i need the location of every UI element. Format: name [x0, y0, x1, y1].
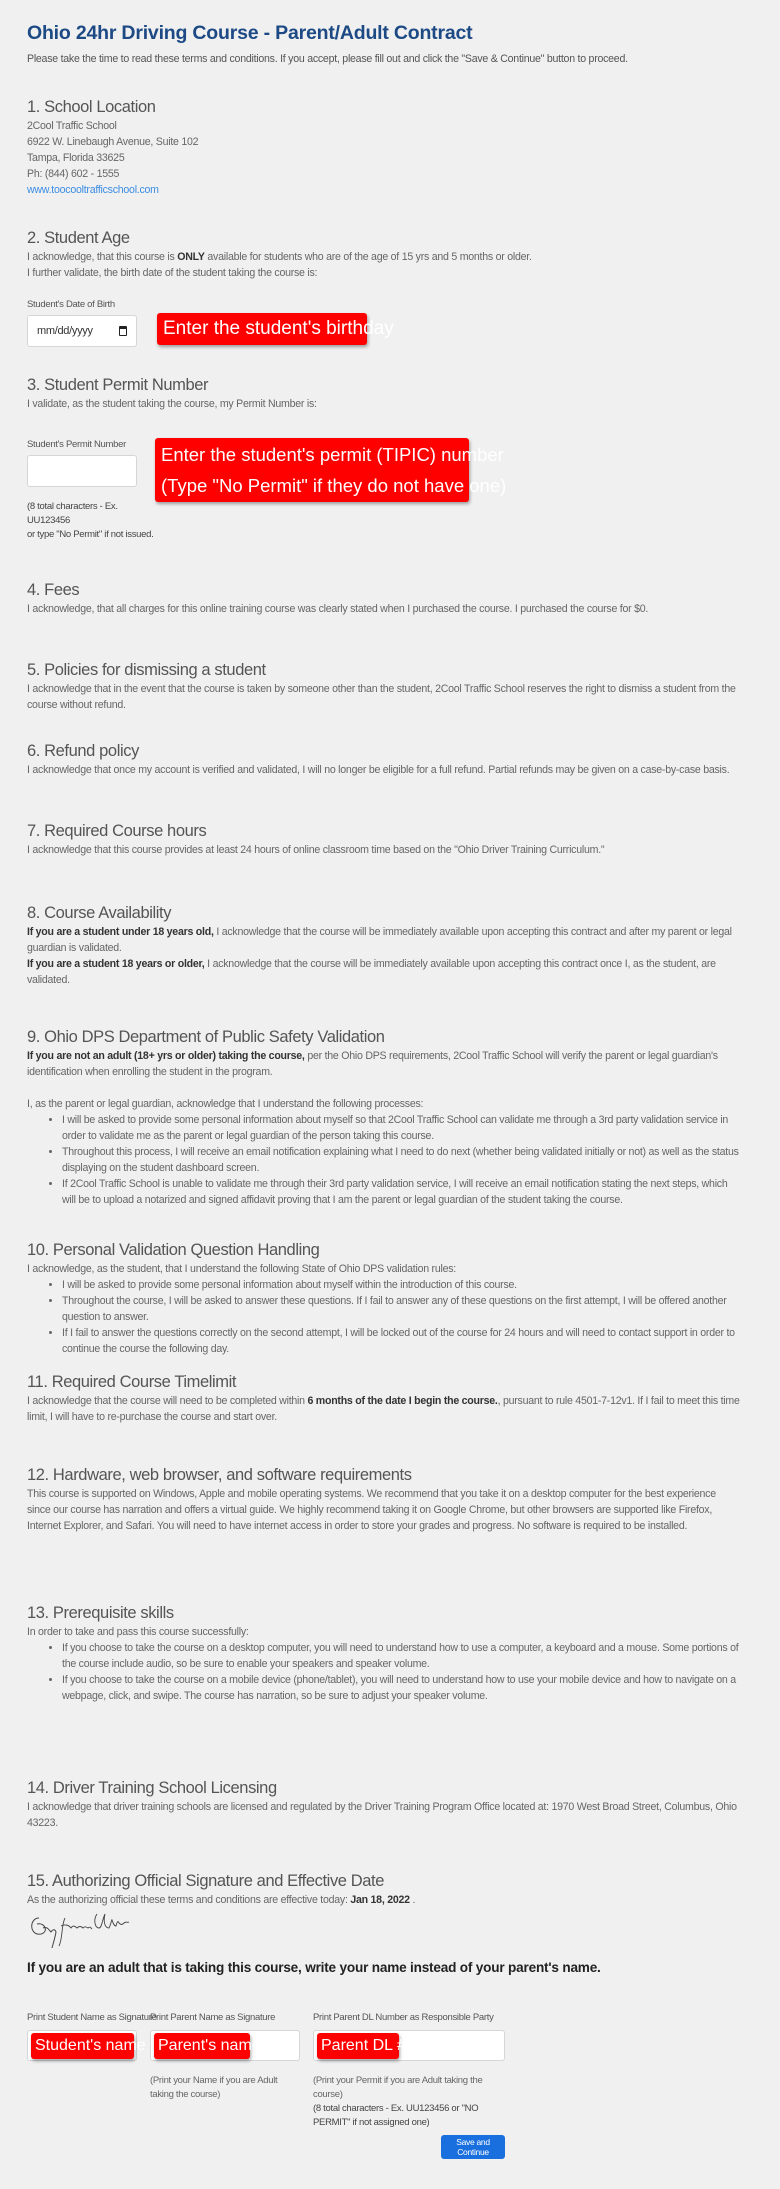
section-refund-policy — [27, 741, 742, 778]
parent-dl-hint-line: (Print your Permit if you are Adult taking the course) — [313, 2075, 483, 2100]
parent-dl-input[interactable] — [313, 2030, 505, 2061]
calendar-icon[interactable] — [119, 326, 127, 336]
body-text: I acknowledge, as the student, that I understand the following State of Ohio DPS validation rules: — [27, 1263, 456, 1275]
section-heading: 14. Driver Training School Licensing — [27, 1779, 277, 1797]
section-heading: 1. School Location — [27, 98, 156, 116]
section-paragraph — [27, 1799, 742, 1831]
official-signature — [27, 1908, 137, 1948]
emphasis-text: ONLY — [177, 251, 205, 263]
body-text: 6922 W. Linebaugh Avenue, Suite 102 — [27, 136, 199, 148]
page-title: Ohio 24hr Driving Course - Parent/Adult Contract — [27, 22, 473, 44]
body-text: I validate, as the student taking the course, my Permit Number is: — [27, 398, 317, 410]
section-paragraph — [27, 249, 742, 265]
body-text: 2Cool Traffic School — [27, 120, 117, 132]
permit-hint-line: or type "No Permit" if not issued. — [27, 529, 154, 540]
list-item: • Throughout the course, I will be asked to answer these questions. If I fail to answer any of these questions on the first attempt, I will be offered another question to answer. — [62, 1293, 742, 1325]
parent-dl-hint-line: (8 total characters - Ex. UU123456 or "NO PERMIT" if not assigned one) — [313, 2103, 479, 2128]
body-text: I acknowledge that once my account is verified and validated, I will no longer be eligible for a full refund. Partial refunds may be given on a case-by-case basis. — [27, 764, 730, 776]
section-signature-date — [27, 1871, 742, 1908]
parent-name-hint: (Print your Name if you are Adult taking the course) — [150, 2075, 278, 2100]
section-requirements — [27, 1465, 742, 1534]
section-heading: 13. Prerequisite skills — [27, 1604, 174, 1622]
section-course-hours — [27, 821, 742, 858]
section-paragraph — [27, 956, 742, 988]
list-item: • I will be asked to provide some personal information about myself within the introduction of this course. — [62, 1277, 742, 1293]
list-item: • If you choose to take the course on a desktop computer, you will need to understand how to use a computer, a keyboard and a mouse. Some portions of the course include audio, so be sure to enable your speakers and speaker volume. — [62, 1640, 742, 1672]
section-licensing — [27, 1778, 742, 1831]
section-heading: 12. Hardware, web browser, and software requirements — [27, 1466, 412, 1484]
section-paragraph — [27, 118, 742, 134]
emphasis-text: Jan 18, 2022 — [350, 1894, 410, 1906]
section-paragraph — [27, 1486, 742, 1534]
parent-name-callout: Parent's name — [154, 2033, 250, 2059]
section-heading: 9. Ohio DPS Department of Public Safety Validation — [27, 1028, 385, 1046]
permit-callout — [155, 438, 507, 502]
list-item: • If I fail to answer the questions correctly on the second attempt, I will be locked out of the course for 24 hours and will need to contact support in order to continue the course the following day. — [62, 1325, 742, 1357]
section-heading: 6. Refund policy — [27, 742, 139, 760]
section-paragraph — [27, 1048, 742, 1080]
body-text: per the Ohio DPS requirements, 2Cool Traffic School will verify the parent or legal guardian's identification when enrolling the student in the program. — [27, 1050, 718, 1078]
dob-input[interactable] — [27, 315, 137, 347]
student-name-callout: Student's name — [31, 2033, 134, 2059]
section-paragraph — [27, 681, 742, 713]
body-text: I acknowledge, that this course is — [27, 251, 178, 263]
body-text: . — [409, 1894, 416, 1906]
section-paragraph — [27, 1096, 742, 1112]
save-and-continue-button[interactable]: Save and Continue — [441, 2135, 505, 2159]
body-text: I acknowledge that the course will be immediately available upon accepting this contract and after my parent or legal guardian is validated. — [27, 926, 732, 954]
list-item: • If you choose to take the course on a mobile device (phone/tablet), you will need to understand how to use your mobile device and how to navigate on a webpage, click, and swipe. The course has narration, so be sure to adjust your speaker volume. — [62, 1672, 742, 1704]
parent-dl-hint — [313, 2074, 505, 2130]
section-paragraph — [27, 601, 742, 617]
body-text: I, as the parent or legal guardian, acknowledge that I understand the following processes: — [27, 1098, 424, 1110]
dob-placeholder: mm/dd/yyyy — [37, 325, 93, 337]
list-item: • Throughout this process, I will receive an email notification explaining what I need to do next (whether being validated initially or not) as well as the status displaying on the student dashboard screen. — [62, 1144, 742, 1176]
section-student-age — [27, 228, 742, 281]
permit-hint-line: UU123456 — [27, 515, 71, 526]
section-paragraph — [27, 924, 742, 956]
permit-callout-line: Enter the student's permit (TIPIC) number — [161, 444, 504, 465]
spacer — [27, 1080, 742, 1096]
adult-instruction: If you are an adult that is taking this course, write your name instead of your parent's name. — [27, 1960, 601, 1975]
section-paragraph — [27, 1892, 742, 1908]
bullet-list — [27, 1112, 742, 1208]
section-heading: 15. Authorizing Official Signature and Effective Date — [27, 1872, 385, 1890]
section-dps-validation — [27, 1027, 742, 1208]
body-text: I acknowledge that driver training schools are licensed and regulated by the Driver Training Program Office located at: 1970 West Broad Street, Columbus, Ohio 43223. — [27, 1801, 737, 1829]
emphasis-text: If you are a student under 18 years old, — [27, 926, 214, 938]
section-paragraph — [27, 150, 742, 166]
body-text: In order to take and pass this course successfully: — [27, 1626, 249, 1638]
website-link[interactable]: www.toocooltrafficschool.com — [27, 184, 159, 196]
bullet-list — [27, 1277, 742, 1357]
body-text: I acknowledge, that all charges for this online training course was clearly stated when I purchased the course. I purchased the course for $0. — [27, 603, 649, 615]
permit-hint-line: (8 total characters - Ex. — [27, 501, 118, 512]
dob-callout: Enter the student's birthday — [157, 313, 367, 345]
permit-hint — [27, 500, 153, 542]
section-timelimit — [27, 1372, 742, 1425]
section-heading: 11. Required Course Timelimit — [27, 1373, 237, 1391]
bullet-list — [27, 1640, 742, 1704]
section-paragraph — [27, 1261, 742, 1277]
student-name-input[interactable] — [27, 2030, 146, 2061]
section-dismissal-policy — [27, 660, 742, 713]
section-course-availability — [27, 903, 742, 988]
intro-text: Please take the time to read these terms and conditions. If you accept, please fill out and click the "Save & Continue" button to proceed. — [27, 53, 628, 65]
website-line — [27, 182, 742, 198]
body-text: I acknowledge that the course will need to be completed within — [27, 1395, 308, 1407]
emphasis-text: 6 months of the date I begin the course. — [307, 1395, 498, 1407]
section-heading: 5. Policies for dismissing a student — [27, 661, 266, 679]
permit-input[interactable] — [27, 455, 137, 487]
section-heading: 10. Personal Validation Question Handling — [27, 1241, 320, 1259]
parent-dl-label: Print Parent DL Number as Responsible Party — [313, 2012, 494, 2023]
section-paragraph — [27, 762, 742, 778]
parent-name-input[interactable] — [150, 2030, 300, 2061]
body-text: Ph: (844) 602 - 1555 — [27, 168, 120, 180]
section-heading: 7. Required Course hours — [27, 822, 207, 840]
body-text: I further validate, the birth date of the student taking the course is: — [27, 267, 318, 279]
body-text: I acknowledge that in the event that the course is taken by someone other than the student, 2Cool Traffic School reserves the right to dismiss a student from the course without refund. — [27, 683, 736, 711]
list-item: • If 2Cool Traffic School is unable to validate me through their 3rd party validation service, I will receive an email notification stating the next steps, which will be to upload a notarized and signed affidavit proving that I am the parent or legal guardian of the student taking the course. — [62, 1176, 742, 1208]
section-heading: 2. Student Age — [27, 229, 130, 247]
section-fees — [27, 580, 742, 617]
section-heading: 8. Course Availability — [27, 904, 172, 922]
section-paragraph — [27, 265, 742, 281]
section-school-location — [27, 97, 742, 198]
section-validation-questions — [27, 1240, 742, 1357]
permit-label: Student's Permit Number — [27, 439, 126, 450]
list-item: • I will be asked to provide some personal information about myself so that 2Cool Traffic School can validate me through a 3rd party validation service in order to validate me as the parent or legal guardian of the person taking this course. — [62, 1112, 742, 1144]
body-text: This course is supported on Windows, Apple and mobile operating systems. We recommend that you take it on a desktop computer for the best experience since our course has narration and offers a virtual guide. We highly recommend taking it on Google Chrome, but other browsers are supported like Firefox, Internet Explorer, and Safari. You will need to have internet access in order to store your grades and progress. No software is required to be installed. — [27, 1488, 716, 1532]
permit-callout-line: (Type "No Permit" if they do not have one) — [161, 475, 507, 496]
student-name-label: Print Student Name as Signature — [27, 2012, 157, 2023]
body-text: , pursuant to rule 4501-7-12v1. If I fail to meet this time limit, I will have to re-purchase the course and start over. — [27, 1395, 740, 1423]
body-text: available for students who are of the age of 15 yrs and 5 months or older. — [204, 251, 532, 263]
section-paragraph — [27, 134, 742, 150]
body-text: I acknowledge that the course will be immediately available upon accepting this contract once I, as the student, are validated. — [27, 958, 716, 986]
section-heading: 4. Fees — [27, 581, 80, 599]
emphasis-text: If you are a student 18 years or older, — [27, 958, 205, 970]
body-text: Tampa, Florida 33625 — [27, 152, 125, 164]
section-paragraph — [27, 1393, 742, 1425]
section-heading: 3. Student Permit Number — [27, 376, 209, 394]
dob-label: Student's Date of Birth — [27, 299, 115, 310]
section-permit-number — [27, 375, 742, 412]
emphasis-text: If you are not an adult (18+ yrs or older) taking the course, — [27, 1050, 305, 1062]
section-paragraph — [27, 166, 742, 182]
parent-dl-callout: Parent DL # — [317, 2033, 399, 2059]
section-prerequisites — [27, 1603, 742, 1704]
body-text: As the authorizing official these terms and conditions are effective today: — [27, 1894, 351, 1906]
body-text: I acknowledge that this course provides at least 24 hours of online classroom time based on the "Ohio Driver Training Curriculum." — [27, 844, 605, 856]
parent-name-label: Print Parent Name as Signature — [150, 2012, 276, 2023]
section-paragraph — [27, 1624, 742, 1640]
section-paragraph — [27, 396, 742, 412]
section-paragraph — [27, 842, 742, 858]
